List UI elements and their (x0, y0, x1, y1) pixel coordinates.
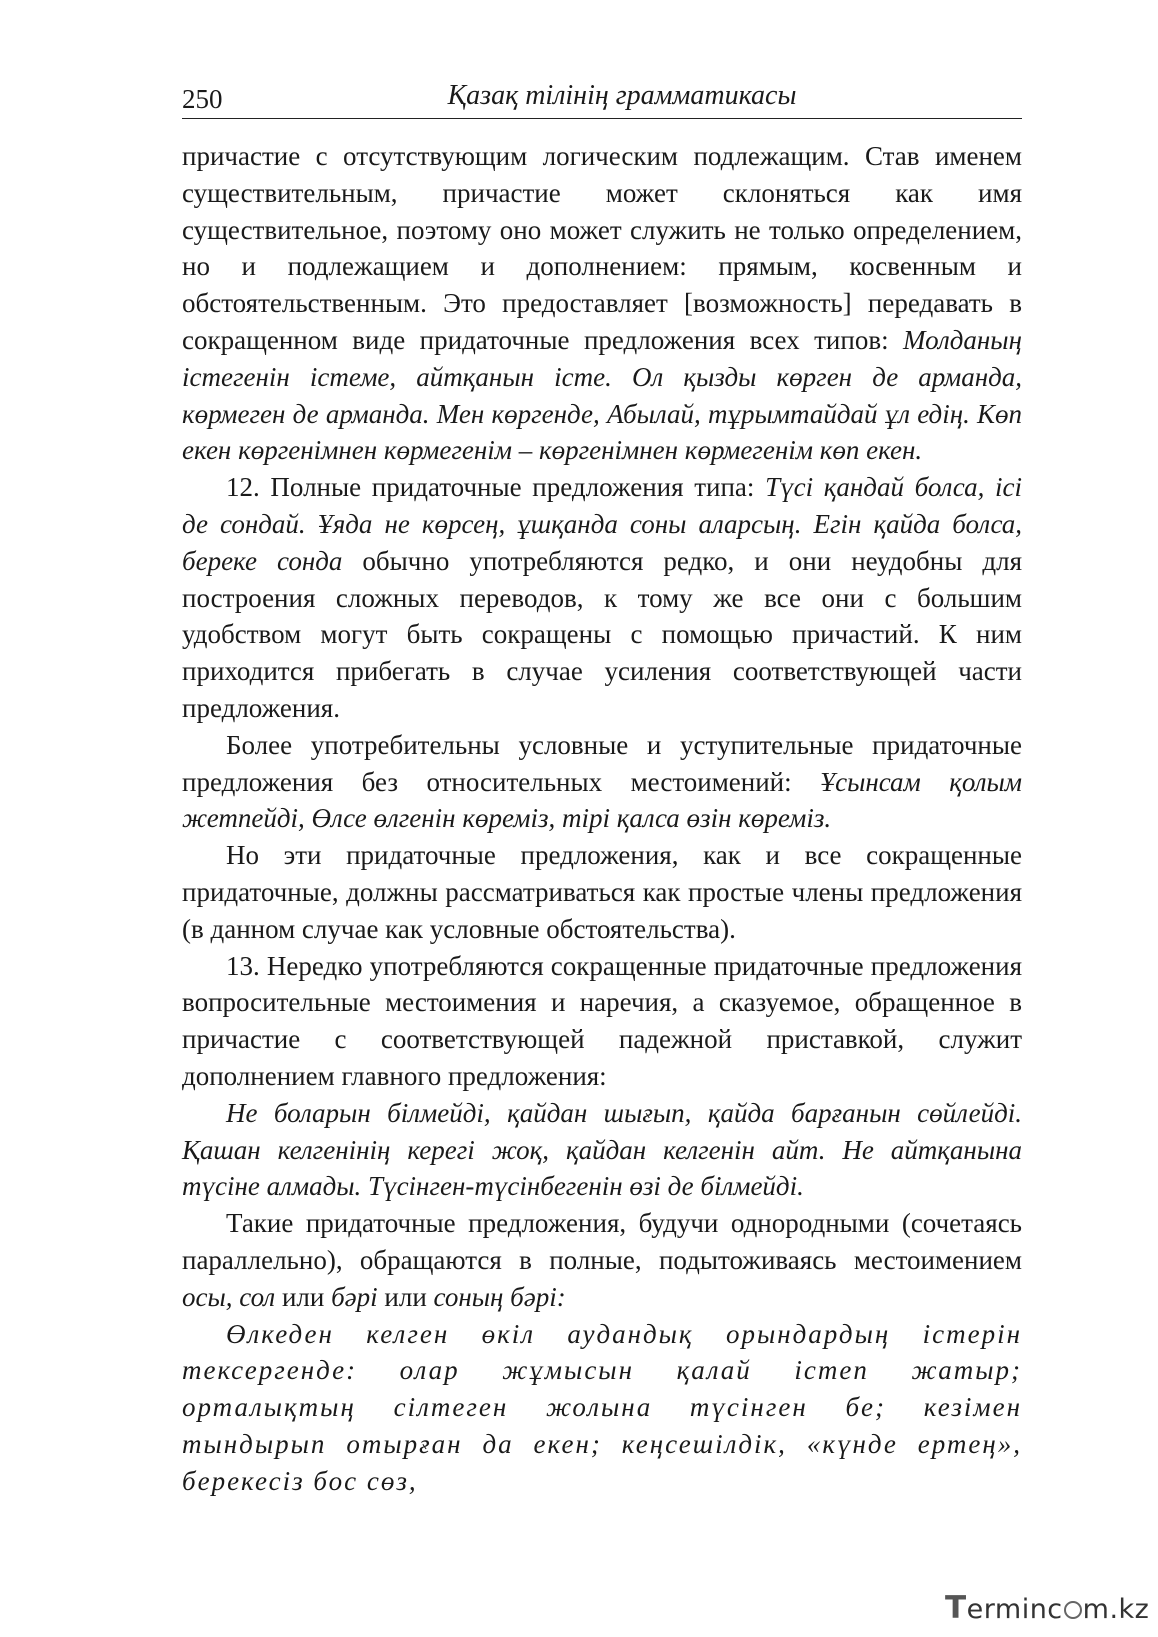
page-body (182, 138, 1022, 1499)
paragraph-3 (182, 727, 1022, 837)
watermark-part2: m.kz (1082, 1594, 1150, 1625)
page-header (182, 78, 1022, 119)
magnifier-icon (1064, 1601, 1082, 1619)
watermark-logo (945, 1590, 1149, 1626)
paragraph-2-text-cont: обычно употребляются редко, и они неудобны для построения сложных переводов, к тому же все они с большим удобством могут быть сокращены с помощью причастий. К ним приходится прибегать в случае усиления соответствующей части предложения. (182, 545, 1022, 723)
paragraph-3-text: Более употребительны условные и уступительные придаточные предложения без относительных местоимений: (182, 729, 1022, 797)
running-title: Қазақ тілінің грамматикасы (447, 80, 797, 111)
paragraph-1 (182, 138, 1022, 469)
paragraph-7-text: Такие придаточные предложения, будучи однородными (сочетаясь параллельно), обращаются в полные, подытоживаясь местоимением (182, 1208, 1022, 1275)
pronoun-example-1: осы, сол (182, 1281, 276, 1312)
paragraph-1-text: причастие с отсутствующим логическим подлежащим. Став именем существительным, причастие может склоняться как имя существительное, поэтому оно может служить не только определением, но и подлежащием и дополнением: прямым, косвенным и обстоятельственным. Это предоставляет [возможность] передавать в сокращенном виде придаточные предложения всех типов: (182, 141, 1022, 355)
paragraph-2 (182, 469, 1022, 727)
paragraph-3-example: Ұсынсам қолым жетпейді, Өлсе өлгенін көреміз, тірі қалса өзін көреміз. (182, 766, 1022, 834)
page-number: 250 (182, 84, 223, 114)
paragraph-8-example: Өлкеден келген өкіл аудандық орындардың істерін тексергенде: олар жұмысын қалай істеп жатыр; орталықтың сілтеген жолына түсінген бе; кезімен тындырып отырған да екен; кеңсешілдік, «күнде ертең», берекесіз бос сөз, (182, 1318, 1022, 1496)
paragraph-1-example: Молданың істегенін істеме, айтқанын істе. Ол қызды көрген де арманда, көрмеген де арманда. Мен көргенде, Абылай, тұрымтайдай ұл едің. Көп екен көргенімнен көрмегенім – көргенімнен көрмегенім көп екен. (182, 324, 1022, 466)
paragraph-4: Но эти придаточные предложения, как и все сокращенные придаточные, должны рассматриваться как простые члены предложения (в данном случае как условные обстоятельства). (182, 840, 1022, 944)
pronoun-example-3: соның бәрі: (433, 1281, 566, 1312)
paragraph-7 (182, 1205, 1022, 1315)
paragraph-5: 13. Нередко употребляются сокращенные придаточные предложения вопросительные местоимения и наречия, а сказуемое, обращенное в причастие с соответствующей падежной приставкой, служит дополнением главного предложения: (182, 950, 1022, 1091)
paragraph-2-text: 12. Полные придаточные предложения типа: (226, 472, 766, 503)
conjunction-2: или (377, 1281, 434, 1312)
pronoun-example-2: бәрі (331, 1281, 378, 1312)
conjunction-1: или (275, 1281, 332, 1312)
watermark-part1: erminc (966, 1594, 1063, 1625)
watermark-t: T (945, 1590, 967, 1626)
paragraph-6-example: Не боларын білмейді, қайдан шығып, қайда барғанын сөйлейді. Қашан келгенінің керегі жоқ, қайдан келгенін айт. Не айтқанына түсіне алмады. Түсінген-түсінбегенін өзі де білмейді. (182, 1097, 1022, 1202)
paragraph-2-example: Түсі қандай болса, ісі де сондай. Ұяда не көрсең, ұшқанда соны аларсың. Егін қайда болса, береке сонда (182, 472, 1022, 576)
